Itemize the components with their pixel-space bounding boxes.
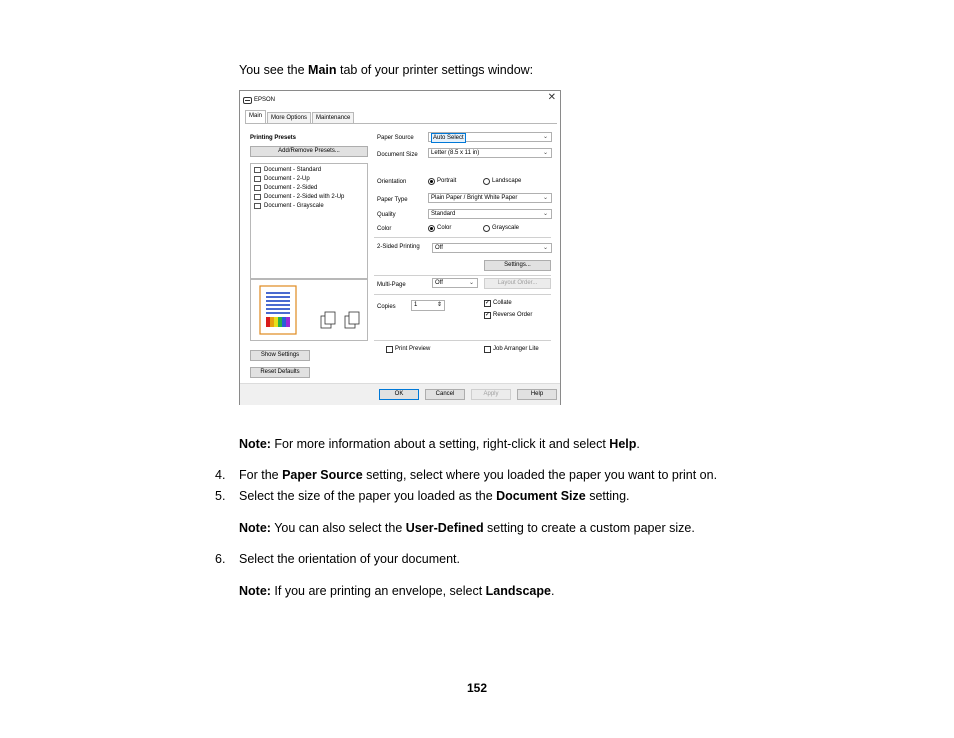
list-item[interactable]: Document - 2-Up [254, 175, 310, 183]
preview-panel [250, 279, 368, 341]
chevron-down-icon: ⌄ [542, 245, 548, 251]
paper-type-select[interactable]: Plain Paper / Bright White Paper ⌄ [428, 193, 552, 203]
note-user-defined: Note: You can also select the User-Defined setting to create a custom paper size. [239, 521, 695, 535]
grayscale-radio[interactable]: Grayscale [483, 224, 519, 232]
window-title: EPSON [254, 97, 276, 103]
grayscale-icon [254, 203, 261, 209]
document-size-label: Document Size [377, 152, 418, 158]
chevron-down-icon: ⌄ [542, 195, 548, 201]
step-number: 4. [215, 468, 226, 482]
radio-selected-icon [428, 225, 435, 232]
page-preview-icon [251, 280, 367, 340]
radio-empty-icon [483, 178, 490, 185]
show-settings-button[interactable]: Show Settings [250, 350, 310, 361]
chevron-down-icon: ⌄ [468, 280, 474, 286]
chevron-down-icon: ⌄ [542, 150, 548, 156]
ok-button[interactable]: OK [379, 389, 419, 400]
step-paper-source: For the Paper Source setting, select where you loaded the paper you want to print on. [239, 468, 718, 482]
note-help: Note: For more information about a setting, right-click it and select Help. [239, 437, 640, 451]
tab-main[interactable]: Main [245, 110, 266, 123]
divider [374, 275, 551, 276]
apply-button[interactable]: Apply [471, 389, 511, 400]
color-radio[interactable]: Color [428, 224, 451, 232]
two-sided-label: 2-Sided Printing [377, 244, 420, 250]
reset-defaults-button[interactable]: Reset Defaults [250, 367, 310, 378]
step-number: 6. [215, 552, 226, 566]
checkbox-empty-icon [386, 346, 393, 353]
quality-select[interactable]: Standard ⌄ [428, 209, 552, 219]
two-up-icon [254, 176, 261, 182]
step-document-size: Select the size of the paper you loaded as the Document Size setting. [239, 489, 630, 503]
list-item[interactable]: Document - 2-Sided with 2-Up [254, 193, 344, 201]
list-item[interactable]: Document - Grayscale [254, 202, 324, 210]
collate-checkbox[interactable]: ✓ Collate [485, 299, 512, 306]
list-item[interactable]: Document - 2-Sided [254, 184, 317, 192]
checkmark-icon: ✓ [485, 311, 491, 318]
step-number: 5. [215, 489, 226, 503]
tab-more-options[interactable]: More Options [267, 112, 311, 123]
divider [374, 294, 551, 295]
multi-page-select[interactable]: Off ⌄ [432, 278, 478, 288]
tab-maintenance[interactable]: Maintenance [312, 112, 354, 123]
close-icon[interactable]: ✕ [547, 92, 556, 103]
checkmark-icon: ✓ [485, 299, 491, 306]
document-icon [254, 167, 261, 173]
two-sided-two-up-icon [254, 194, 261, 200]
presets-list [250, 163, 368, 279]
intro-text: You see the Main tab of your printer settings window: [239, 63, 534, 77]
cancel-button[interactable]: Cancel [425, 389, 465, 400]
layout-order-button[interactable]: Layout Order... [484, 278, 551, 289]
spin-arrows-icon[interactable]: ⇕ [436, 302, 442, 308]
reverse-order-checkbox[interactable]: ✓ Reverse Order [485, 311, 533, 318]
paper-source-label: Paper Source [377, 135, 414, 141]
page-number: 152 [466, 681, 488, 695]
portrait-radio[interactable]: Portrait [428, 177, 456, 185]
landscape-radio[interactable]: Landscape [483, 177, 521, 185]
quality-label: Quality [377, 212, 396, 218]
orientation-label: Orientation [377, 179, 407, 185]
add-remove-presets-button[interactable]: Add/Remove Presets... [250, 146, 368, 157]
presets-heading: Printing Presets [250, 135, 297, 141]
multi-page-label: Multi-Page [377, 282, 406, 288]
color-label: Color [377, 226, 392, 232]
step-orientation: Select the orientation of your document. [239, 552, 460, 566]
two-sided-icon [254, 185, 261, 191]
divider [374, 340, 551, 341]
paper-source-select[interactable]: Auto Select ⌄ [428, 132, 552, 142]
tab-divider [245, 123, 557, 124]
printer-settings-window [239, 90, 561, 405]
job-arranger-checkbox[interactable]: Job Arranger Lite [484, 345, 539, 353]
radio-empty-icon [483, 225, 490, 232]
list-item[interactable]: Document - Standard [254, 166, 321, 174]
two-sided-select[interactable]: Off ⌄ [432, 243, 552, 253]
print-preview-checkbox[interactable]: Print Preview [386, 345, 430, 353]
help-button[interactable]: Help [517, 389, 557, 400]
copies-label: Copies [377, 304, 396, 310]
title-bar [243, 95, 275, 105]
chevron-down-icon: ⌄ [542, 134, 548, 140]
settings-button[interactable]: Settings... [484, 260, 551, 271]
tab-strip [245, 112, 355, 123]
radio-selected-icon [428, 178, 435, 185]
document-size-select[interactable]: Letter (8.5 x 11 in) ⌄ [428, 148, 552, 158]
chevron-down-icon: ⌄ [542, 211, 548, 217]
paper-type-label: Paper Type [377, 197, 408, 203]
note-landscape: Note: If you are printing an envelope, select Landscape. [239, 584, 555, 598]
checkbox-empty-icon [484, 346, 491, 353]
copies-stepper[interactable]: 1 ⇕ [411, 300, 445, 311]
printer-icon [243, 97, 252, 104]
divider [374, 237, 551, 238]
